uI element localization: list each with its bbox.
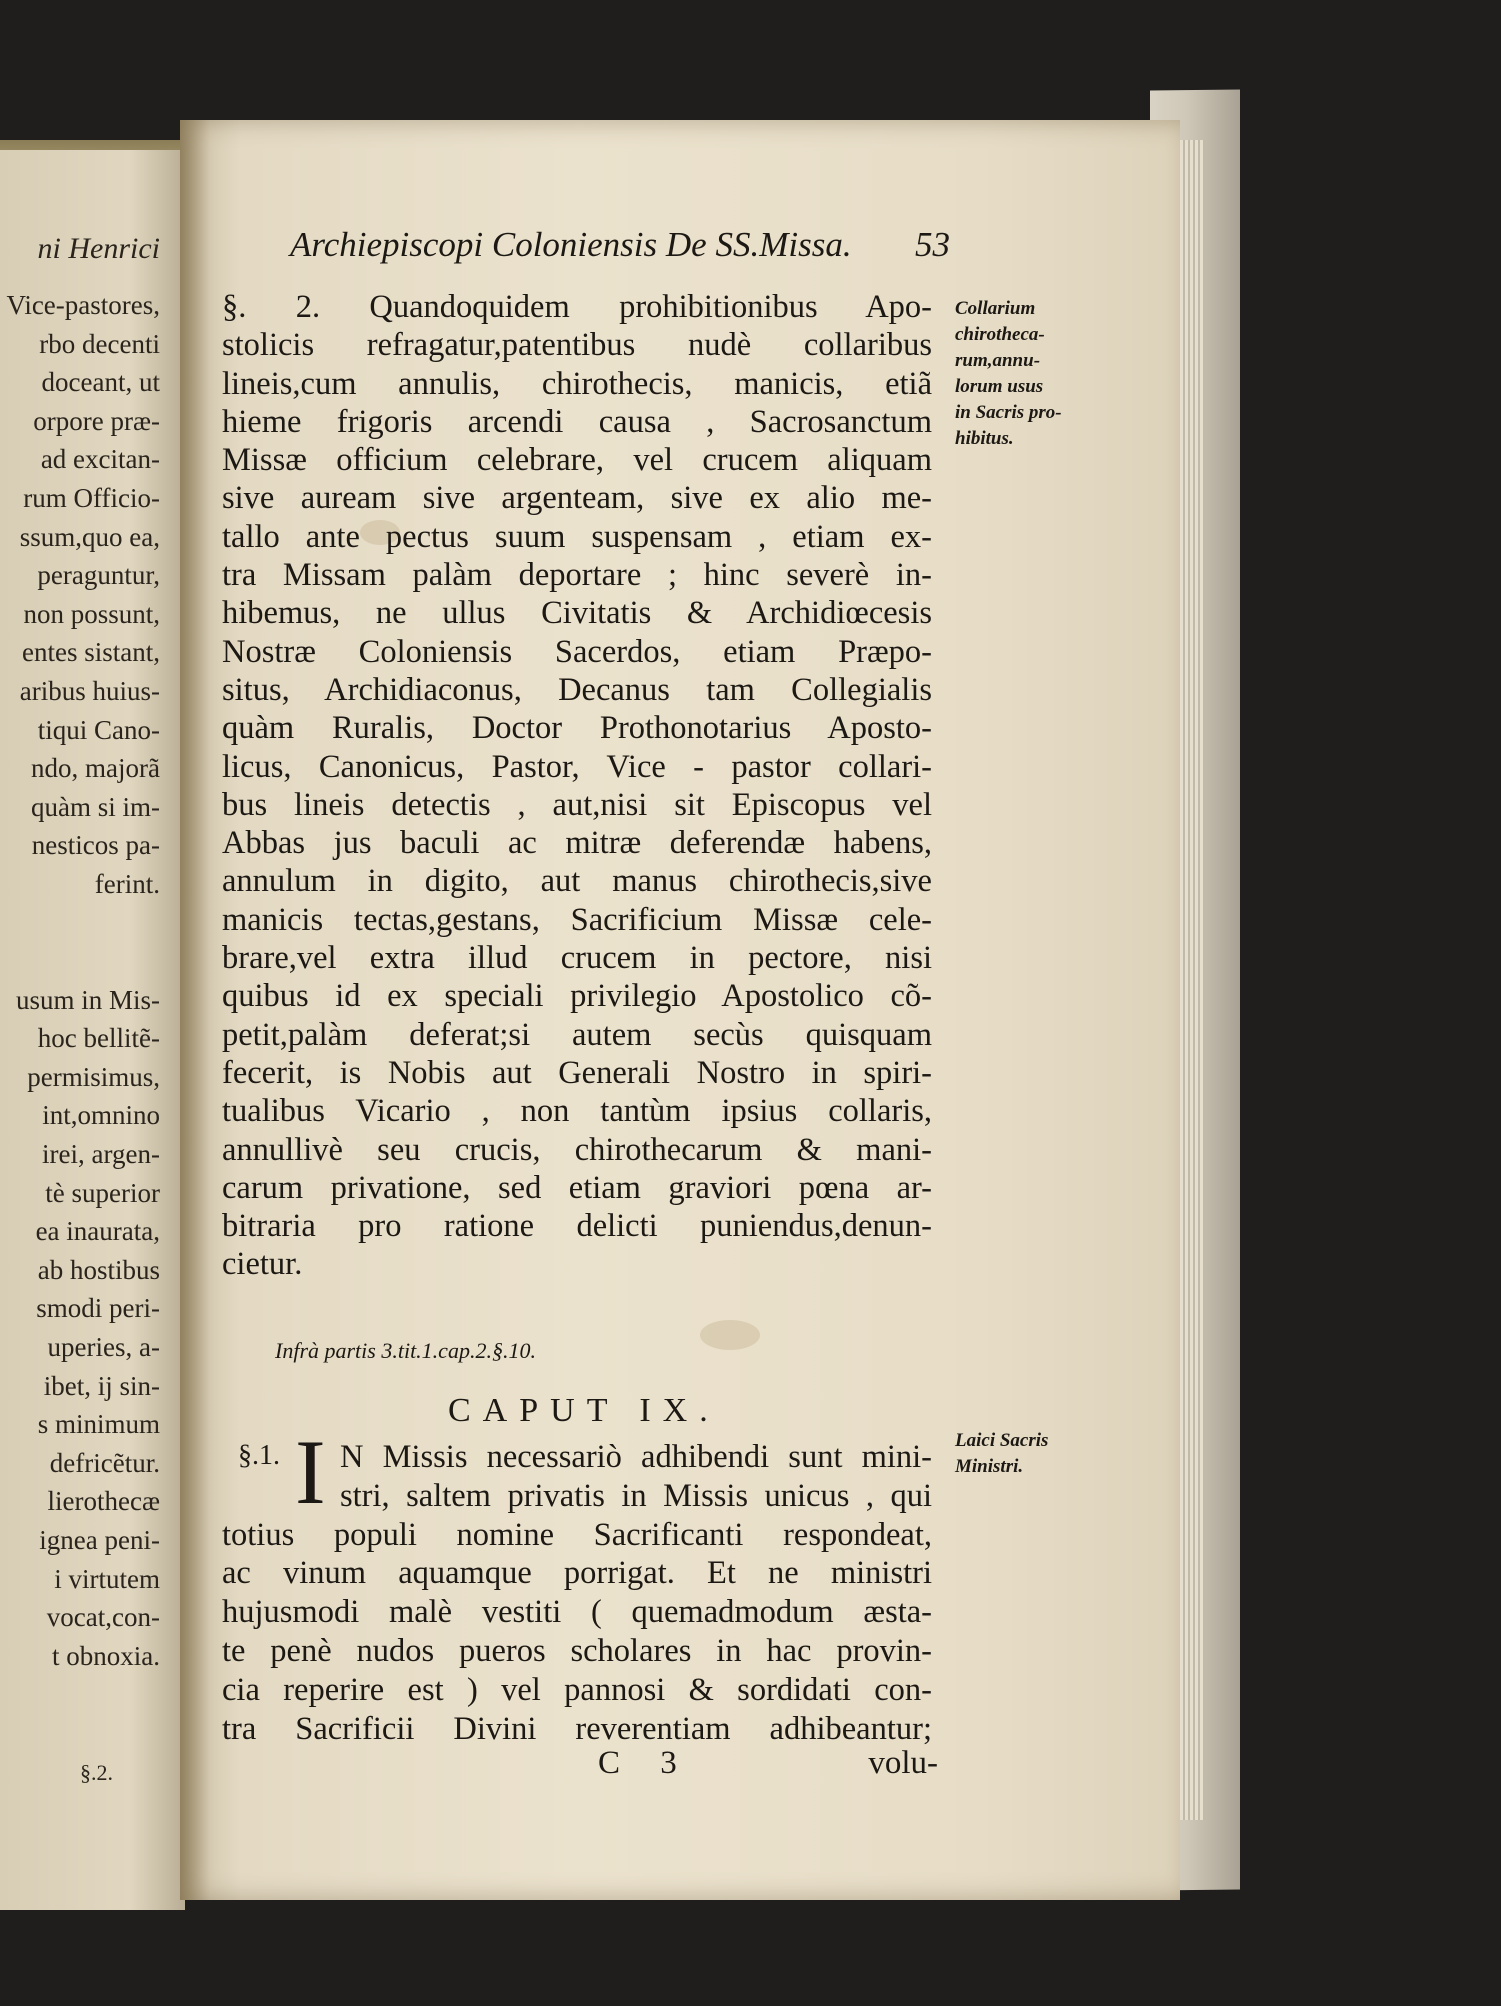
text-line: bitraria pro ratione delicti puniendus,denun-	[222, 1208, 932, 1245]
margin-note-line: rum,annu-	[955, 350, 1041, 371]
text-line: N Missis necessariò adhibendi sunt mini-	[340, 1439, 932, 1475]
text-line: hieme frigoris arcendi causa , Sacrosanctum	[222, 403, 932, 440]
chapter-title: CAPUT IX.	[448, 1392, 720, 1429]
left-page-line: nesticos pa-	[31, 830, 160, 861]
left-page-line: defricẽtur.	[49, 1447, 160, 1478]
text-line: carum privatione, sed etiam graviori pœna ar-	[222, 1169, 932, 1206]
text-line: te penè nudos pueros scholares in hac provin-	[222, 1632, 932, 1669]
text-line: hujusmodi malè vestiti ( quemadmodum æsta-	[222, 1594, 932, 1631]
margin-note-line: chirotheca-	[955, 324, 1045, 345]
left-page-line: aribus huius-	[19, 675, 160, 706]
text-line: stolicis refragatur,patentibus nudè collaribus	[222, 327, 932, 364]
left-page-line: peraguntur,	[37, 560, 160, 591]
left-page-line: Vice-pastores,	[6, 290, 160, 320]
left-page-line: ibet, ij sin-	[43, 1370, 160, 1401]
left-page-line: i virtutem	[54, 1563, 160, 1594]
left-page-line: tiqui Cano-	[37, 714, 160, 745]
text-line: manicis tectas,gestans, Sacrificium Missæ cele-	[222, 901, 932, 938]
text-line: tualibus Vicario , non tantùm ipsius collaris,	[222, 1093, 932, 1130]
drop-cap: I	[295, 1421, 326, 1523]
left-page-line: hoc bellitẽ-	[37, 1023, 160, 1054]
text-line: Missæ officium celebrare, vel crucem aliquam	[222, 442, 932, 479]
text-line: tra Sacrificii Divini reverentiam adhibeantur;	[222, 1710, 932, 1747]
left-page-line: doceant, ut	[41, 367, 160, 398]
page-number: 53	[915, 225, 950, 264]
left-page-line: tè superior	[45, 1177, 160, 1208]
text-line: lineis,cum annulis, chirothecis, manicis, etiã	[222, 365, 932, 402]
margin-note-line: hibitus.	[955, 428, 1014, 449]
margin-note-line: in Sacris pro-	[955, 402, 1062, 423]
text-line: annullivè seu crucis, chirothecarum & mani-	[222, 1131, 932, 1168]
left-page-line: rbo decenti	[39, 328, 160, 359]
left-page-line: irei, argen-	[42, 1139, 160, 1170]
text-line: brare,vel extra illud crucem in pectore, nisi	[222, 940, 932, 977]
left-page-line: permisimus,	[27, 1061, 160, 1092]
text-line: bus lineis detectis , aut,nisi sit Episcopus vel	[222, 786, 932, 823]
text-line: annulum in digito, aut manus chirothecis,sive	[222, 863, 932, 900]
left-page-line: t obnoxia.	[52, 1640, 160, 1671]
left-page-line: lierothecæ	[47, 1486, 160, 1517]
margin-note-line: Laici Sacris	[955, 1430, 1049, 1451]
text-line: hibemus, ne ullus Civitatis & Archidiœcesis	[222, 595, 932, 632]
running-head	[290, 225, 950, 265]
text-line: sive auream sive argenteam, sive ex alio me-	[222, 480, 932, 517]
margin-note-line: lorum usus	[955, 376, 1044, 397]
running-head-title: Archiepiscopi Coloniensis De SS.Missa.	[290, 225, 852, 264]
margin-note-line: Collarium	[955, 298, 1036, 319]
text-line: petit,palàm deferat;si autem secùs quisquam	[222, 1016, 932, 1053]
left-page-header: ni Henrici	[37, 232, 160, 265]
text-line: licus, Canonicus, Pastor, Vice - pastor collari-	[222, 748, 932, 785]
cross-reference: Infrà partis 3.tit.1.cap.2.§.10.	[275, 1338, 536, 1363]
left-page-line: quàm si im-	[31, 791, 160, 822]
left-page-line: non possunt,	[23, 598, 160, 629]
left-page-line: usum in Mis-	[15, 984, 160, 1015]
text-line: Abbas jus baculi ac mitræ deferendæ habens,	[222, 825, 932, 862]
left-page-line: uperies, a-	[47, 1332, 160, 1363]
left-page-line: ea inaurata,	[35, 1216, 160, 1247]
text-line: tallo ante pectus suum suspensam , etiam ex-	[222, 518, 932, 555]
left-page-line: vocat,con-	[46, 1602, 160, 1633]
text-line: cia reperire est ) vel pannosi & sordidati con-	[222, 1671, 932, 1708]
margin-note-collars	[955, 296, 1095, 452]
text-line: situs, Archidiaconus, Decanus tam Collegialis	[222, 671, 932, 708]
catchword: volu-	[868, 1745, 938, 1781]
text-line: cietur.	[222, 1246, 303, 1283]
text-line: §. 2. Quandoquidem prohibitionibus Apo-	[222, 289, 932, 325]
paper-stain	[700, 1320, 760, 1350]
text-line: totius populi nomine Sacrificanti respondeat,	[222, 1516, 932, 1553]
left-page-line: s minimum	[37, 1409, 160, 1440]
text-line: ac vinum aquamque porrigat. Et ne ministri	[222, 1555, 932, 1592]
left-page-text	[0, 286, 160, 1714]
left-page-line: entes sistant,	[22, 637, 160, 668]
left-page-line: smodi peri-	[36, 1293, 160, 1324]
section-mark: §.1.	[238, 1440, 280, 1471]
text-line: fecerit, is Nobis aut Generali Nostro in spiri-	[222, 1054, 932, 1091]
margin-note-lay-ministers	[955, 1428, 1095, 1480]
chapter-text	[222, 1438, 932, 1748]
section-2-text	[222, 288, 932, 1284]
left-page-line: rum Officio-	[23, 482, 160, 513]
left-page-line: int,omnino	[42, 1100, 160, 1131]
margin-note-line: Ministri.	[955, 1456, 1024, 1477]
text-line: quibus id ex speciali privilegio Apostolico cõ-	[222, 978, 932, 1015]
text-line: stri, saltem privatis in Missis unicus , qui	[340, 1477, 932, 1514]
text-line: tra Missam palàm deportare ; hinc severè in-	[222, 557, 932, 594]
left-page-line: ad excitan-	[40, 444, 160, 475]
left-page-line: ferint.	[94, 868, 160, 899]
left-page-line	[0, 904, 160, 943]
left-page-line: ab hostibus	[37, 1254, 160, 1285]
left-page-line	[0, 942, 160, 981]
page-footer	[598, 1745, 938, 1782]
left-page-line: ndo, majorã	[31, 753, 160, 784]
left-page-footer: §.2.	[80, 1760, 113, 1785]
signature-mark: C 3	[598, 1745, 693, 1781]
text-line: quàm Ruralis, Doctor Prothonotarius Aposto-	[222, 710, 932, 747]
text-line: Nostræ Coloniensis Sacerdos, etiam Præpo-	[222, 633, 932, 670]
left-page-line: ssum,quo ea,	[19, 521, 160, 552]
left-page-line	[0, 1675, 160, 1714]
left-page-line: ignea peni-	[39, 1525, 160, 1555]
left-page-line: orpore præ-	[33, 405, 160, 436]
